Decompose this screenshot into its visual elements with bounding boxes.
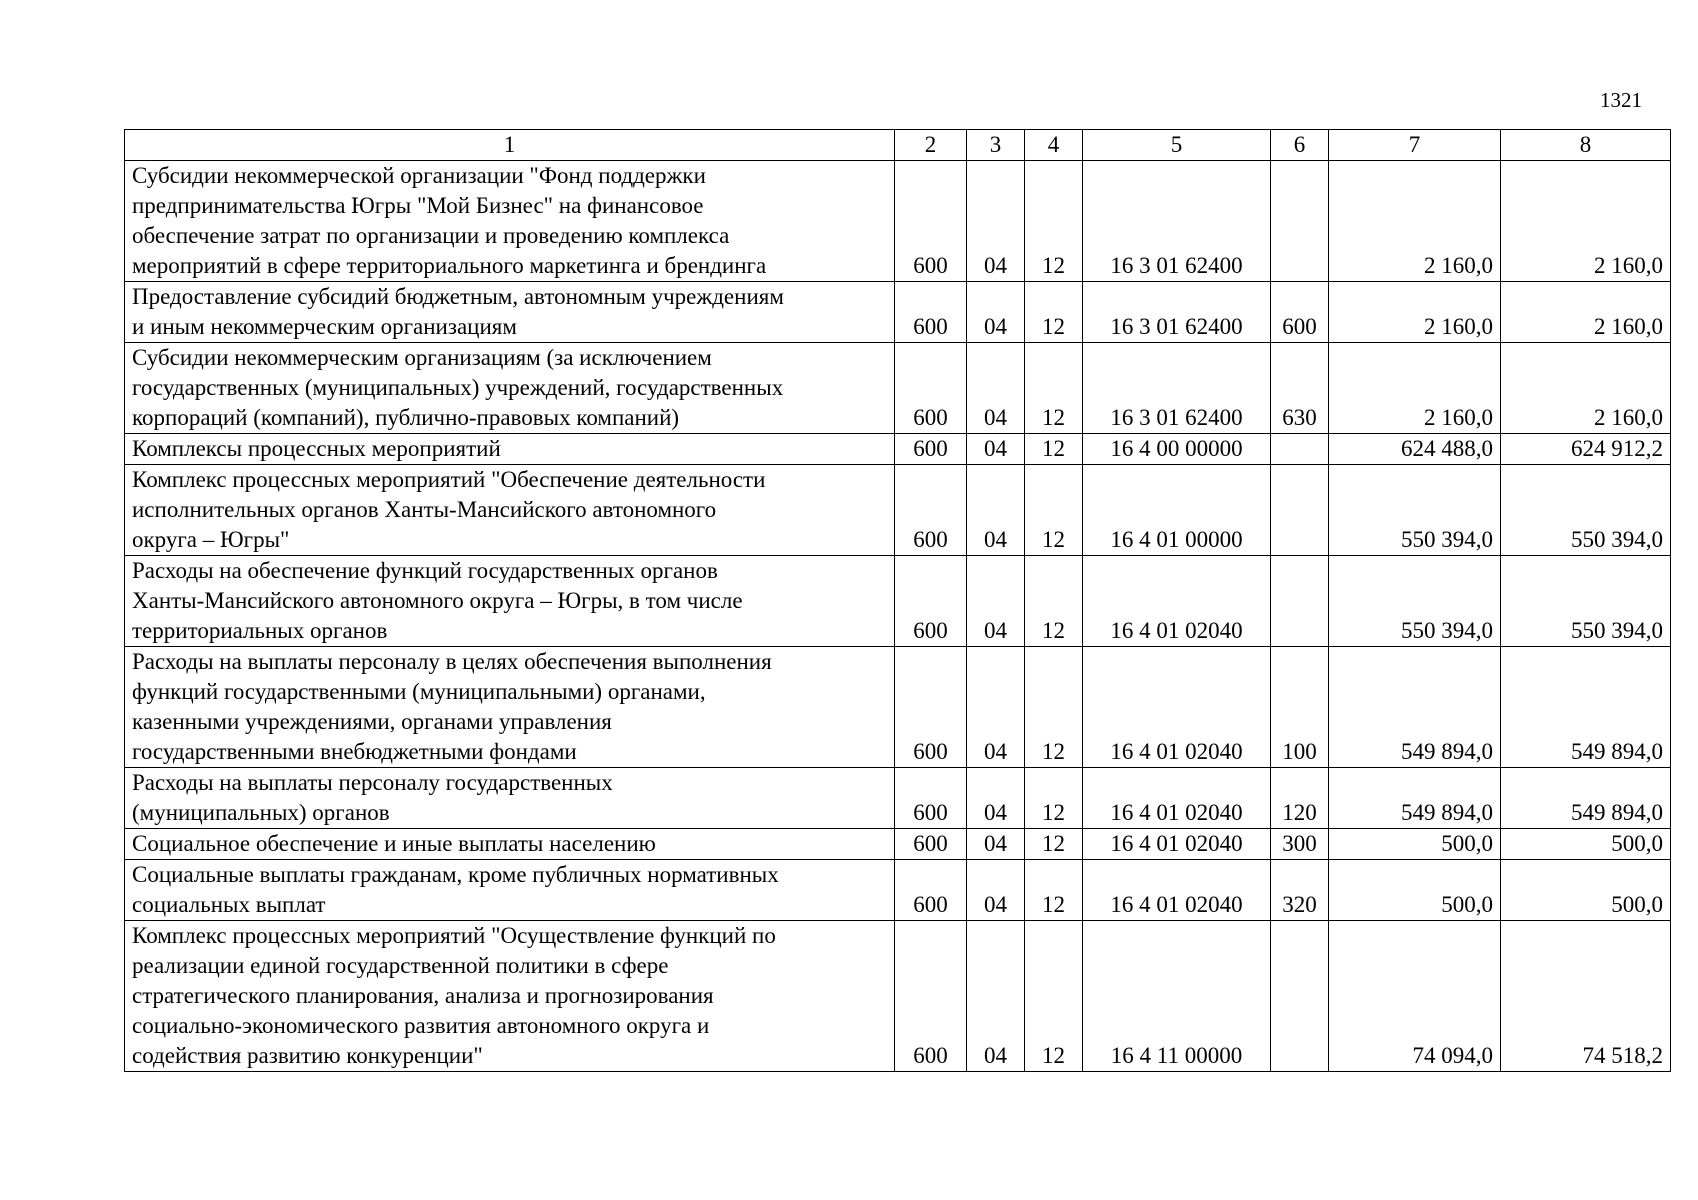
cell-c2: 600 [895,556,967,647]
column-header: 6 [1271,130,1329,161]
cell-c2: 600 [895,434,967,465]
cell-c5: 16 4 00 00000 [1083,434,1271,465]
cell-c5: 16 4 01 00000 [1083,465,1271,556]
row-name [125,434,895,465]
column-header: 3 [967,130,1025,161]
table-row [125,647,1671,768]
row-name [125,768,895,829]
row-name [125,282,895,343]
row-name-line: социально-экономического развития автономного округа и [132,1013,710,1038]
cell-c2: 600 [895,860,967,921]
row-name-line: Расходы на выплаты персоналу государственных [132,770,613,795]
cell-c8: 550 394,0 [1501,465,1671,556]
cell-c6: 630 [1271,343,1329,434]
cell-c7: 549 894,0 [1329,647,1501,768]
row-name-line: (муниципальных) органов [132,800,390,825]
table-row [125,768,1671,829]
cell-c6: 120 [1271,768,1329,829]
cell-c7: 2 160,0 [1329,343,1501,434]
row-name [125,829,895,860]
cell-c8: 2 160,0 [1501,161,1671,282]
cell-c5: 16 4 11 00000 [1083,921,1271,1072]
cell-c3: 04 [967,465,1025,556]
cell-c2: 600 [895,647,967,768]
row-name-line: мероприятий в сфере территориального маркетинга и брендинга [132,253,767,278]
cell-c5: 16 4 01 02040 [1083,647,1271,768]
cell-c7: 2 160,0 [1329,282,1501,343]
cell-c8: 500,0 [1501,829,1671,860]
row-name-line: Ханты-Мансийского автономного округа – Югры, в том числе [132,588,743,613]
cell-c7: 549 894,0 [1329,768,1501,829]
cell-c5: 16 4 01 02040 [1083,829,1271,860]
cell-c8: 2 160,0 [1501,343,1671,434]
cell-c3: 04 [967,921,1025,1072]
cell-c4: 12 [1025,556,1083,647]
column-header: 7 [1329,130,1501,161]
cell-c5: 16 4 01 02040 [1083,768,1271,829]
cell-c2: 600 [895,343,967,434]
table-row [125,860,1671,921]
cell-c7: 550 394,0 [1329,465,1501,556]
cell-c7: 2 160,0 [1329,161,1501,282]
cell-c3: 04 [967,161,1025,282]
cell-c6 [1271,556,1329,647]
row-name-line: предпринимательства Югры "Мой Бизнес" на финансовое [132,193,704,218]
cell-c4: 12 [1025,282,1083,343]
row-name-line: и иным некоммерческим организациям [132,314,517,339]
row-name-line: Комплекс процессных мероприятий "Обеспечение деятельности [132,467,766,492]
row-name-line: Социальное обеспечение и иные выплаты населению [132,831,656,856]
row-name-line: государственными внебюджетными фондами [132,739,577,764]
cell-c8: 500,0 [1501,860,1671,921]
cell-c2: 600 [895,768,967,829]
cell-c7: 624 488,0 [1329,434,1501,465]
row-name-line: Предоставление субсидий бюджетным, автономным учреждениям [132,284,784,309]
cell-c7: 500,0 [1329,860,1501,921]
budget-table [124,129,1671,1072]
row-name-line: реализации единой государственной политики в сфере [132,953,669,978]
cell-c4: 12 [1025,434,1083,465]
row-name [125,465,895,556]
header-row [125,130,1671,161]
cell-c6: 100 [1271,647,1329,768]
column-header: 2 [895,130,967,161]
table-row [125,434,1671,465]
cell-c7: 550 394,0 [1329,556,1501,647]
row-name-line: обеспечение затрат по организации и проведению комплекса [132,223,730,248]
row-name-line: Комплекс процессных мероприятий "Осуществление функций по [132,923,776,948]
cell-c5: 16 4 01 02040 [1083,556,1271,647]
row-name-line: Комплексы процессных мероприятий [132,436,501,461]
cell-c3: 04 [967,647,1025,768]
cell-c4: 12 [1025,921,1083,1072]
table-row [125,465,1671,556]
cell-c7: 74 094,0 [1329,921,1501,1072]
row-name [125,860,895,921]
cell-c3: 04 [967,434,1025,465]
cell-c6: 320 [1271,860,1329,921]
row-name-line: Субсидии некоммерческим организациям (за исключением [132,345,712,370]
cell-c3: 04 [967,768,1025,829]
cell-c3: 04 [967,282,1025,343]
cell-c8: 550 394,0 [1501,556,1671,647]
table-row [125,829,1671,860]
cell-c4: 12 [1025,465,1083,556]
row-name-line: стратегического планирования, анализа и прогнозирования [132,983,714,1008]
cell-c2: 600 [895,465,967,556]
table-row [125,556,1671,647]
cell-c2: 600 [895,921,967,1072]
cell-c2: 600 [895,161,967,282]
column-header: 1 [125,130,895,161]
cell-c6 [1271,161,1329,282]
cell-c5: 16 4 01 02040 [1083,860,1271,921]
row-name [125,556,895,647]
cell-c5: 16 3 01 62400 [1083,161,1271,282]
cell-c3: 04 [967,860,1025,921]
cell-c8: 2 160,0 [1501,282,1671,343]
cell-c6 [1271,921,1329,1072]
cell-c4: 12 [1025,829,1083,860]
row-name-line: социальных выплат [132,892,326,917]
row-name-line: содействия развитию конкуренции" [132,1043,483,1068]
row-name [125,161,895,282]
cell-c6: 300 [1271,829,1329,860]
row-name-line: казенными учреждениями, органами управления [132,709,612,734]
table-row [125,282,1671,343]
cell-c6 [1271,434,1329,465]
cell-c5: 16 3 01 62400 [1083,343,1271,434]
row-name [125,921,895,1072]
cell-c6 [1271,465,1329,556]
row-name [125,647,895,768]
column-header: 8 [1501,130,1671,161]
cell-c4: 12 [1025,343,1083,434]
row-name [125,343,895,434]
cell-c8: 549 894,0 [1501,768,1671,829]
column-header: 4 [1025,130,1083,161]
row-name-line: территориальных органов [132,618,388,643]
row-name-line: корпораций (компаний), публично-правовых компаний) [132,405,680,430]
cell-c3: 04 [967,829,1025,860]
cell-c4: 12 [1025,860,1083,921]
row-name-line: округа – Югры" [132,527,290,552]
table-row [125,343,1671,434]
cell-c3: 04 [967,556,1025,647]
row-name-line: Расходы на выплаты персоналу в целях обеспечения выполнения [132,649,772,674]
row-name-line: Субсидии некоммерческой организации "Фонд поддержки [132,163,706,188]
cell-c2: 600 [895,282,967,343]
column-header: 5 [1083,130,1271,161]
row-name-line: исполнительных органов Ханты-Мансийского автономного [132,497,717,522]
cell-c8: 74 518,2 [1501,921,1671,1072]
cell-c4: 12 [1025,161,1083,282]
cell-c6: 600 [1271,282,1329,343]
cell-c8: 624 912,2 [1501,434,1671,465]
cell-c4: 12 [1025,768,1083,829]
cell-c8: 549 894,0 [1501,647,1671,768]
cell-c5: 16 3 01 62400 [1083,282,1271,343]
table-row [125,921,1671,1072]
cell-c4: 12 [1025,647,1083,768]
row-name-line: государственных (муниципальных) учреждений, государственных [132,375,784,400]
row-name-line: Социальные выплаты гражданам, кроме публичных нормативных [132,862,779,887]
cell-c3: 04 [967,343,1025,434]
row-name-line: Расходы на обеспечение функций государственных органов [132,558,718,583]
page-number: 1321 [1600,88,1642,112]
row-name-line: функций государственными (муниципальными) органами, [132,679,706,704]
cell-c7: 500,0 [1329,829,1501,860]
table-row [125,161,1671,282]
cell-c2: 600 [895,829,967,860]
